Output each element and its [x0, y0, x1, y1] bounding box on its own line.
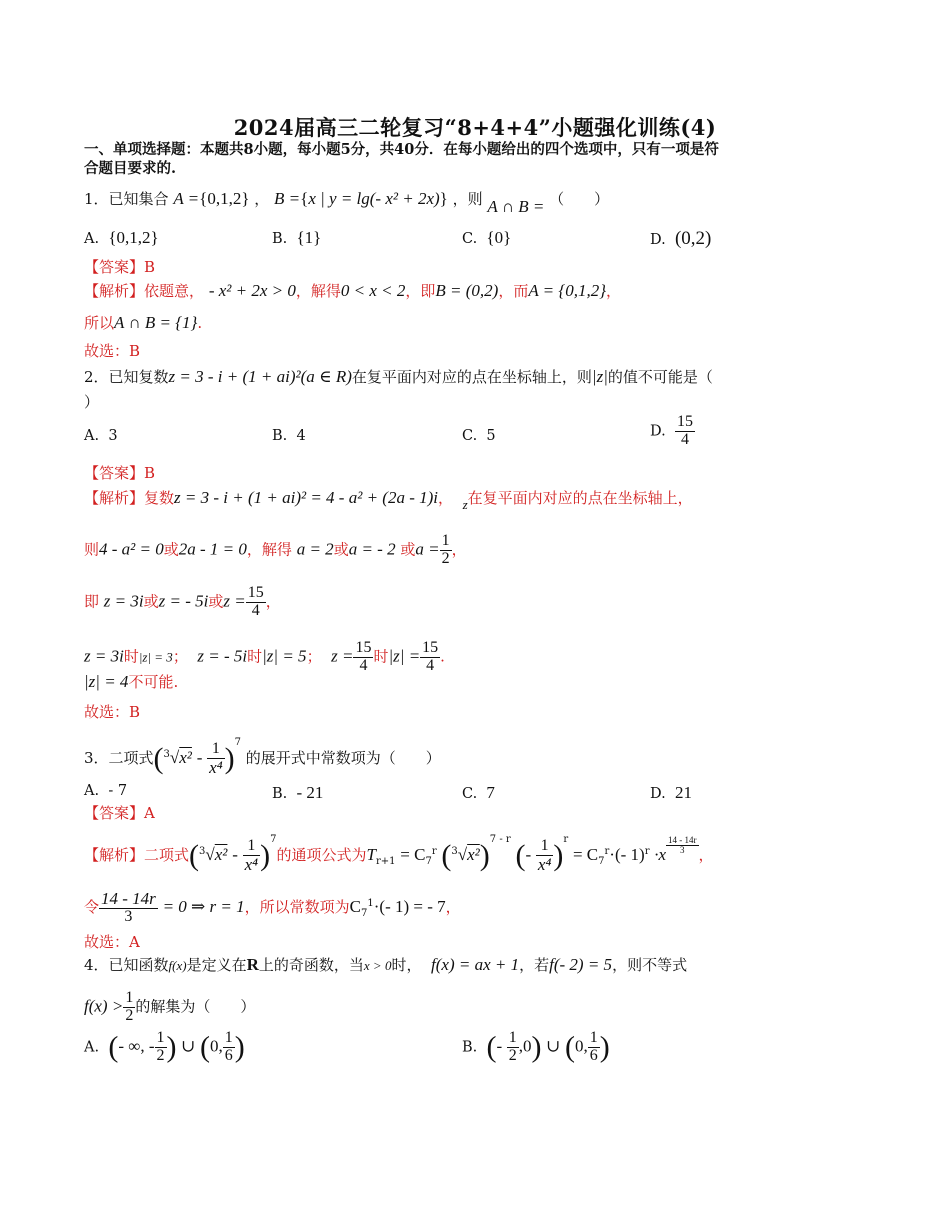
q4-stem: 4．已知函数f(x)是定义在R上的奇函数，当x > 0时， f(x) = ax + 1，若f(- 2) = 5，则不等式: [84, 955, 688, 974]
q3-option-d: D. 21: [650, 783, 692, 802]
q1-set-a-label: A =: [173, 189, 200, 208]
q1-option-c: C. {0}: [462, 228, 512, 247]
section-intro-line1: 一、单项选择题：本题共8小题，每小题5分，共40分．在每小题给出的四个选项中，只有一项是符: [84, 141, 719, 158]
q3-analysis-line2: 令 $\frac{14 - 14r}{3}$ = 0 ⇒ r = 1，所以常数项为$C_7^1\cdot(-$ 1) = - 7，: [84, 889, 461, 925]
q3-stem: 3．二项式($^3$√x² - $\frac{1}{\text{x⁴}}$ )$^7$ 的展开式中常数项为（ ）: [84, 736, 441, 777]
q2-stem: 2．已知复数z = 3 - i + (1 + ai)²(a ∈ R)在复平面内对应的点在坐标轴上，则|z|的值不可能是（: [84, 367, 713, 386]
q1-stem-end: （ ）: [549, 190, 610, 208]
q2-stem-line2: ）: [84, 393, 100, 411]
q1-stem-text: 1．已知集合: [84, 190, 169, 208]
q3-option-a: A. - 7: [84, 783, 128, 799]
q1-set-b-label: B =: [274, 189, 301, 208]
q1-set-a-value: 0,1,2: [207, 189, 242, 208]
q1-stem-text2: ，则: [452, 190, 483, 208]
q3-answer: 【答案】A: [84, 804, 155, 822]
q2-option-b: B. 4: [272, 428, 306, 444]
q1-option-a: A. {0,1,2}: [84, 228, 159, 247]
q2-analysis-line4: z = 3i时|z| = 3； z = - 5i时|z| = 5； z = $\frac{15}{4}$ 时|z| = $\frac{15}{4}$ .: [84, 639, 445, 674]
q1-conclusion: 故选：B: [84, 342, 141, 360]
q1-analysis: 【解析】依题意， - x² + 2x > 0，解得0 < x < 2，即B = (0,2)，而A = {0,1,2}，: [84, 281, 622, 300]
q2-analysis-line5: |z| = 4不可能.: [84, 672, 179, 691]
q2-analysis-line2: 则4 - a² = 0或2a - 1 = 0，解得 a = 2或a = - 2 或a = $\frac{1}{2}$ ，: [84, 532, 467, 567]
q1-analysis-line2: 所以A ∩ B = {1}.: [84, 313, 203, 332]
page-title: 2024届高三二轮复习“8+4+4”小题强化训练(4): [233, 115, 717, 140]
q1-option-d: D. (0,2): [650, 228, 712, 249]
q2-analysis-line3: 即 z = 3i或z = - 5i或z = $\frac{15}{4}$ ，: [84, 584, 281, 619]
q3-option-c: C. 7: [462, 783, 495, 802]
q3-analysis-line1: 【解析】二项式($^3$√x² - $\frac{1}{\text{x⁴}}$ )$^7$的通项公式为$T_{r+1} = C_7^r$ $(^3√x^2)^{7 - r}$ (- $\frac{1}{\text{x⁴}}$ )$^r = C_7^r\cdot(-$ 1)$^r$ ·x $\frac{14 - 14r}{3}$ ，: [84, 833, 714, 874]
q2-option-d: D. $\frac{15}{4}$: [650, 413, 693, 448]
q2-answer: 【答案】B: [84, 464, 156, 482]
q3-option-b: B. - 21: [272, 783, 324, 802]
q4-option-b: B. (- $\frac{1}{2}$ ,0) ∪ (0, $\frac{1}{6}$ ): [462, 1029, 610, 1064]
q4-stem-line2: f(x) > $\frac{1}{2}$ 的解集为（ ）: [84, 989, 256, 1024]
q1-stem: 1．已知集合 A ={0,1,2} ， B ={x | y = lg(- x² + 2x)} ，则 A ∩ B = （ ）: [84, 189, 610, 216]
section-intro-line2: 合题目要求的.: [84, 160, 177, 177]
q2-analysis-line1: 【解析】复数z = 3 - i + (1 + ai)² = 4 - a² + (2a - 1)i， z在复平面内对应的点在坐标轴上，: [84, 488, 693, 512]
q4-option-a: A. (- ∞, - $\frac{1}{2}$ ) ∪ (0, $\frac{1}{6}$ ): [84, 1029, 245, 1064]
q2-option-a: A. 3: [84, 428, 118, 444]
q2-conclusion: 故选：B: [84, 703, 141, 721]
q1-intersection: A ∩ B =: [487, 197, 545, 216]
q1-set-b-value: x | y = lg(- x² + 2x): [308, 189, 440, 208]
q2-option-c: C. 5: [462, 428, 496, 444]
q1-answer: 【答案】B: [84, 258, 156, 276]
q3-conclusion: 故选：A: [84, 933, 140, 951]
q1-option-b: B. {1}: [272, 228, 322, 247]
